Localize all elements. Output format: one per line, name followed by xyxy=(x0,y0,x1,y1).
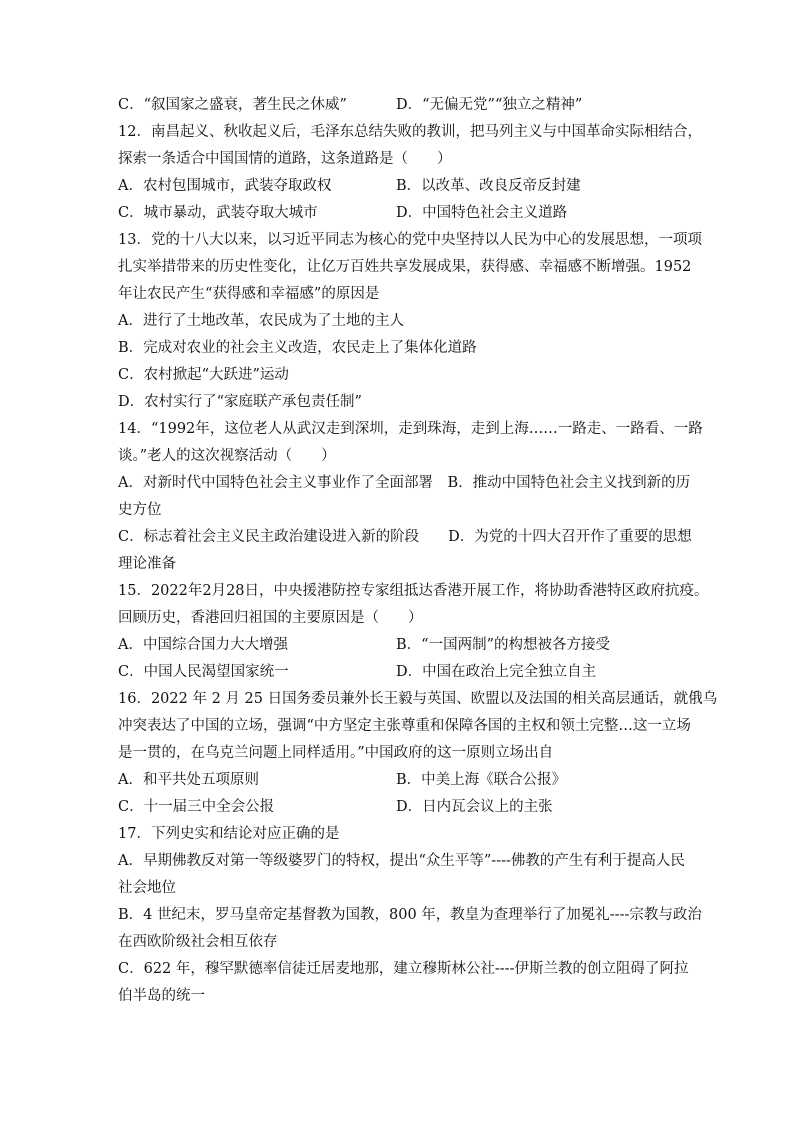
option-text: C．622 年，穆罕默德率信徒迁居麦地那，建立穆斯林公社----伊斯兰教的创立阻碍了阿拉 xyxy=(118,961,689,977)
option-text: D．日内瓦会议上的主张 xyxy=(396,799,553,815)
question-text: 冲突表达了中国的立场，强调“中方坚定主张尊重和保障各国的主权和领土完整…这一立场 xyxy=(118,718,691,734)
question-text: 12．南昌起义、秋收起义后，毛泽东总结失败的教训，把马列主义与中国革命实际相结合， xyxy=(118,124,702,140)
option-text: C．“叙国家之盛衰，著生民之休威” xyxy=(118,97,347,113)
option-text: C．标志着社会主义民主政治建设进入新的阶段 D．为党的十四大召开作了重要的思想 xyxy=(118,529,692,545)
option-text: C．中国人民渴望国家统一 xyxy=(118,664,289,680)
option-text: B．完成对农业的社会主义改造，农民走上了集体化道路 xyxy=(118,340,477,356)
option-text: 在西欧阶级社会相互依存 xyxy=(118,934,278,950)
option-text: B．中美上海《联合公报》 xyxy=(396,772,567,788)
option-text: 理论准备 xyxy=(118,556,176,572)
option-text: A．对新时代中国特色社会主义事业作了全面部署 B．推动中国特色社会主义找到新的历 xyxy=(118,475,691,491)
option-text: B．“一国两制”的构想被各方接受 xyxy=(396,637,610,653)
question-text: 年让农民产生“获得感和幸福感”的原因是 xyxy=(118,286,380,302)
question-text: 14．“1992年，这位老人从武汉走到深圳，走到珠海，走到上海……一路走、一路看、一路 xyxy=(118,421,703,437)
q16-options-ab xyxy=(118,770,567,790)
q16-options-cd xyxy=(118,797,553,817)
question-text: 探索一条适合中国国情的道路，这条道路是（ ） xyxy=(118,151,452,167)
question-text: 15．2022年2月28日，中央援港防控专家组抵达香港开展工作，将协助香港特区政府抗疫。 xyxy=(118,583,709,599)
option-text: C．城市暴动，武装夺取大城市 xyxy=(118,205,318,221)
option-text: 史方位 xyxy=(118,502,162,518)
q15-options-cd xyxy=(118,662,597,682)
option-text: D．农村实行了“家庭联产承包责任制” xyxy=(118,394,362,410)
option-text: B．4 世纪末，罗马皇帝定基督教为国教，800 年，教皇为查理举行了加冕礼----宗教与政治 xyxy=(118,907,702,923)
option-text: D．“无偏无党”“独立之精神” xyxy=(396,97,583,113)
option-text: D．中国在政治上完全独立自主 xyxy=(396,664,597,680)
q15-options-ab xyxy=(118,635,610,655)
option-text: 社会地位 xyxy=(118,880,176,896)
question-text: 17．下列史实和结论对应正确的是 xyxy=(118,826,340,842)
option-text: D．中国特色社会主义道路 xyxy=(396,205,568,221)
question-text: 谈。”老人的这次视察活动（ ） xyxy=(118,448,336,464)
option-text: B．以改革、改良反帝反封建 xyxy=(396,178,581,194)
question-text: 扎实举措带来的历史性变化，让亿万百姓共享发展成果，获得感、幸福感不断增强。1952 xyxy=(118,259,692,275)
question-text: 16．2022 年 2 月 25 日国务委员兼外长王毅与英国、欧盟以及法国的相关高层通话，就俄乌 xyxy=(118,691,718,707)
option-text: A．中国综合国力大大增强 xyxy=(118,637,288,653)
option-text: A．和平共处五项原则 xyxy=(118,772,259,788)
option-text: A．早期佛教反对第一等级婆罗门的特权，提出“众生平等”----佛教的产生有利于提高人民 xyxy=(118,853,685,869)
option-text: C．十一届三中全会公报 xyxy=(118,799,275,815)
q11-options-cd xyxy=(118,95,583,115)
question-text: 回顾历史，香港回归祖国的主要原因是（ ） xyxy=(118,610,423,626)
question-text: 13．党的十八大以来，以习近平同志为核心的党中央坚持以人民为中心的发展思想，一项项 xyxy=(118,232,702,248)
option-text: 伯半岛的统一 xyxy=(118,988,205,1004)
option-text: A．进行了土地改革，农民成为了土地的主人 xyxy=(118,313,404,329)
q12-options-cd xyxy=(118,203,568,223)
q12-options-ab xyxy=(118,176,581,196)
option-text: C．农村掀起“大跃进”运动 xyxy=(118,367,289,383)
question-text: 是一贯的，在乌克兰问题上同样适用。”中国政府的这一原则立场出自 xyxy=(118,745,554,761)
option-text: A．农村包围城市，武装夺取政权 xyxy=(118,178,332,194)
